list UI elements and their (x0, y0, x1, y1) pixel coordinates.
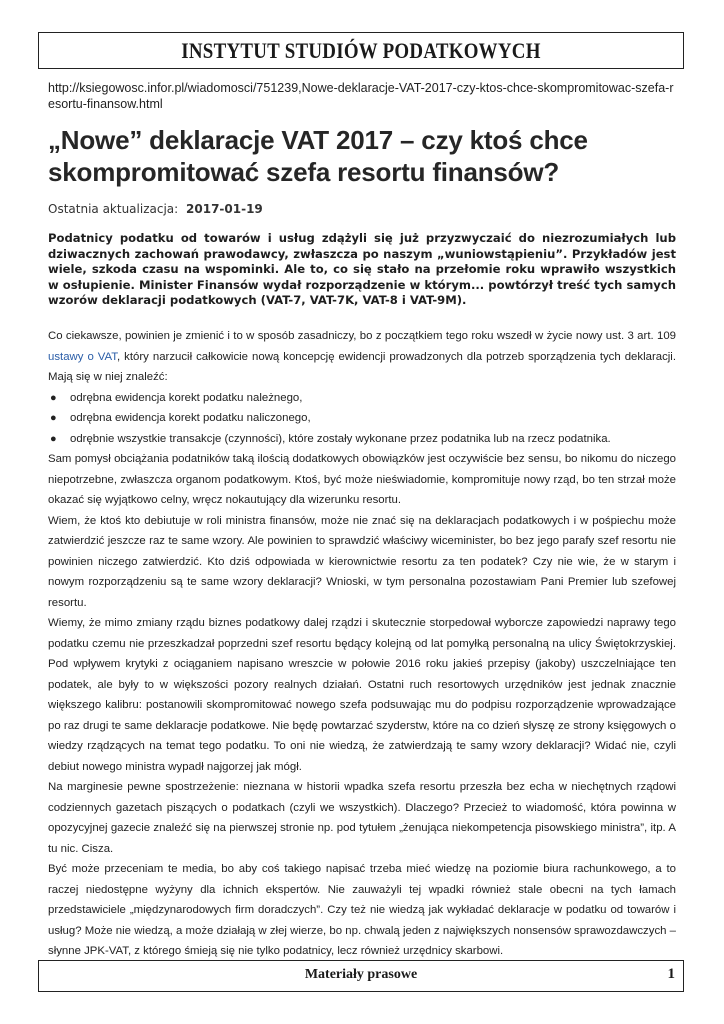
paragraph-1-start: Co ciekawsze, powinien je zmienić i to w sposób zasadniczy, bo z początkiem tego roku wszedł w życie nowy ust. 3 art. 109 (48, 330, 676, 342)
article-body (48, 326, 676, 962)
paragraph-1-end: , który narzucił całkowicie nową koncepcję ewidencji prowadzonych dla potrzeb sporządzenia tych deklaracji. Mają się w niej znaleźć: (48, 350, 676, 383)
records-list (48, 388, 676, 450)
bullet-icon: ● (50, 412, 57, 424)
bullet-icon: ● (50, 391, 57, 404)
source-url: http://ksiegowosc.infor.pl/wiadomosci/751239,Nowe-deklaracje-VAT-2017-czy-ktos-chce-skompromitowac-szefa-resortu-finansow.html (48, 81, 674, 111)
list-item (48, 408, 676, 429)
vat-act-link[interactable]: ustawy o VAT (48, 350, 117, 363)
list-item-text: odrębna ewidencja korekt podatku naliczonego, (70, 412, 311, 424)
list-item (48, 388, 676, 409)
list-item (48, 429, 676, 450)
article-lead: Podatnicy podatku od towarów i usług zdążyli się już przyzwyczaić do niezrozumiałych lub dziwacznych zachowań prawodawcy, zwłaszcza po naszym „wuniowstąpieniu”. Przykładów jest wiele, szkoda czasu na wspominki. Ale to, co się stało na przełomie roku wprawiło wszystkich w osłupienie. Minister Finansów wydał rozporządzenie w którym... powtórzył treść tych samych wzorów deklaracji podatkowych (VAT-7, VAT-7K, VAT-8 i VAT-9M). (48, 231, 676, 308)
page-number: 1 (667, 966, 675, 982)
bullet-icon: ● (50, 432, 57, 445)
update-label: Ostatnia aktualizacja: (48, 202, 179, 216)
institute-title: INSTYTUT STUDIÓW PODATKOWYCH (181, 37, 541, 63)
paragraph-2: Sam pomysł obciążania podatników taką ilością dodatkowych obowiązków jest oczywiście bez sensu, bo nikomu do niczego niepotrzebne, zwłaszcza organom podatkowym. Ktoś, być może nieświadomie, kompromituje nowy rząd, bo ten strzał może okazać się wyjątkowo celny, wręcz nokautujący dla wizerunku resortu. (48, 453, 676, 506)
paragraph-1 (48, 326, 676, 388)
paragraph-6: Być może przeceniam te media, bo aby coś takiego napisać trzeba mieć wiedzę na poziomie biura rachunkowego, a to raczej niedostępne wyżyny dla ichnich ekspertów. Nie zauważyli tej wpadki również stale obecni na tych łamach przedstawiciele „międzynarodowych firm doradczych”. Czy też nie wiedzą jak wykładać deklaracje w podatku od towarów i usług? Może nie wiedzą, a może działają w złej wierze, bo np. chwalą jeden z największych nonsensów sprawozdawczych – słynne JPK-VAT, z którego śmieją się nie tylko podatnicy, lecz również urzędnicy skarbowi. (48, 863, 676, 957)
update-date: 2017-01-19 (186, 202, 263, 216)
header-banner (38, 32, 684, 69)
list-item-text: odrębna ewidencja korekt podatku należnego, (70, 391, 303, 404)
paragraph-5: Na marginesie pewne spostrzeżenie: nieznana w historii wpadka szefa resortu przeszła bez echa w niechętnych rządowi codziennych gazetach piszących o podatkach (czyli we wszystkich). Dlaczego? Przecież to wiadomość, która powinna w opozycyjnej gazecie znaleźć się na pierwszej stronie np. pod tytułem „żenująca niekompetencja pisowskiego ministra”, itp. A tu nic. Cisza. (48, 781, 676, 855)
paragraph-3: Wiem, że ktoś kto debiutuje w roli ministra finansów, może nie znać się na deklaracjach podatkowych i w pośpiechu może zatwierdzić jeszcze raz te same wzory. Ale powinien to sprawdzić właściwy wiceminister, bo bez jego parafy szef resortu nie powinien niczego zatwierdzić. Kto dziś odpowiada w kierownictwie resortu za ten podatek? Czy nie wie, że w starym i nowym rozporządzeniu są te same wzory deklaracji? Wnioski, w tym personalna pozostawiam Pani Premier lub szefowej resortu. (48, 514, 676, 609)
list-item-text: odrębnie wszystkie transakcje (czynności), które zostały wykonane przez podatnika lub na rzecz podatnika. (70, 432, 611, 445)
footer-label: Materiały prasowe (304, 967, 418, 982)
footer-banner (38, 960, 684, 992)
last-update (48, 202, 263, 216)
article-title: „Nowe” deklaracje VAT 2017 – czy ktoś chce skompromitować szefa resortu finansów? (48, 125, 588, 187)
paragraph-4: Wiemy, że mimo zmiany rządu biznes podatkowy dalej rządzi i skutecznie storpedował wyborcze zapowiedzi naprawy tego podatku czemu nie przeszkadzał poprzedni szef resortu będący kolejną od lat pomyłką personalną na ulicy Świętokrzyskiej. Pod wpływem krytyki z ociąganiem napisano wreszcie w połowie 2016 roku jakieś przepisy (jakoby) uszczelniające ten podatek, ale były to w większości pozory realnych działań. Ostatni ruch resortowych urzędników jest jednak znacznie większego kalibru: postanowili skompromitować nowego szefa podsuwając mu do podpisu rozporządzenie wprowadzające po raz drugi te same deklaracje podatkowe. Nie będę powtarzać szyderstw, które na co dzień słyszę ze strony księgowych o wiedzy rządzących na temat tego podatku. To oni nie wiedzą, że zatwierdzają te samy wzory deklaracji? Widać nie, czyli debiut nowego ministra wypadł najgorzej jak mógł. (48, 617, 676, 773)
